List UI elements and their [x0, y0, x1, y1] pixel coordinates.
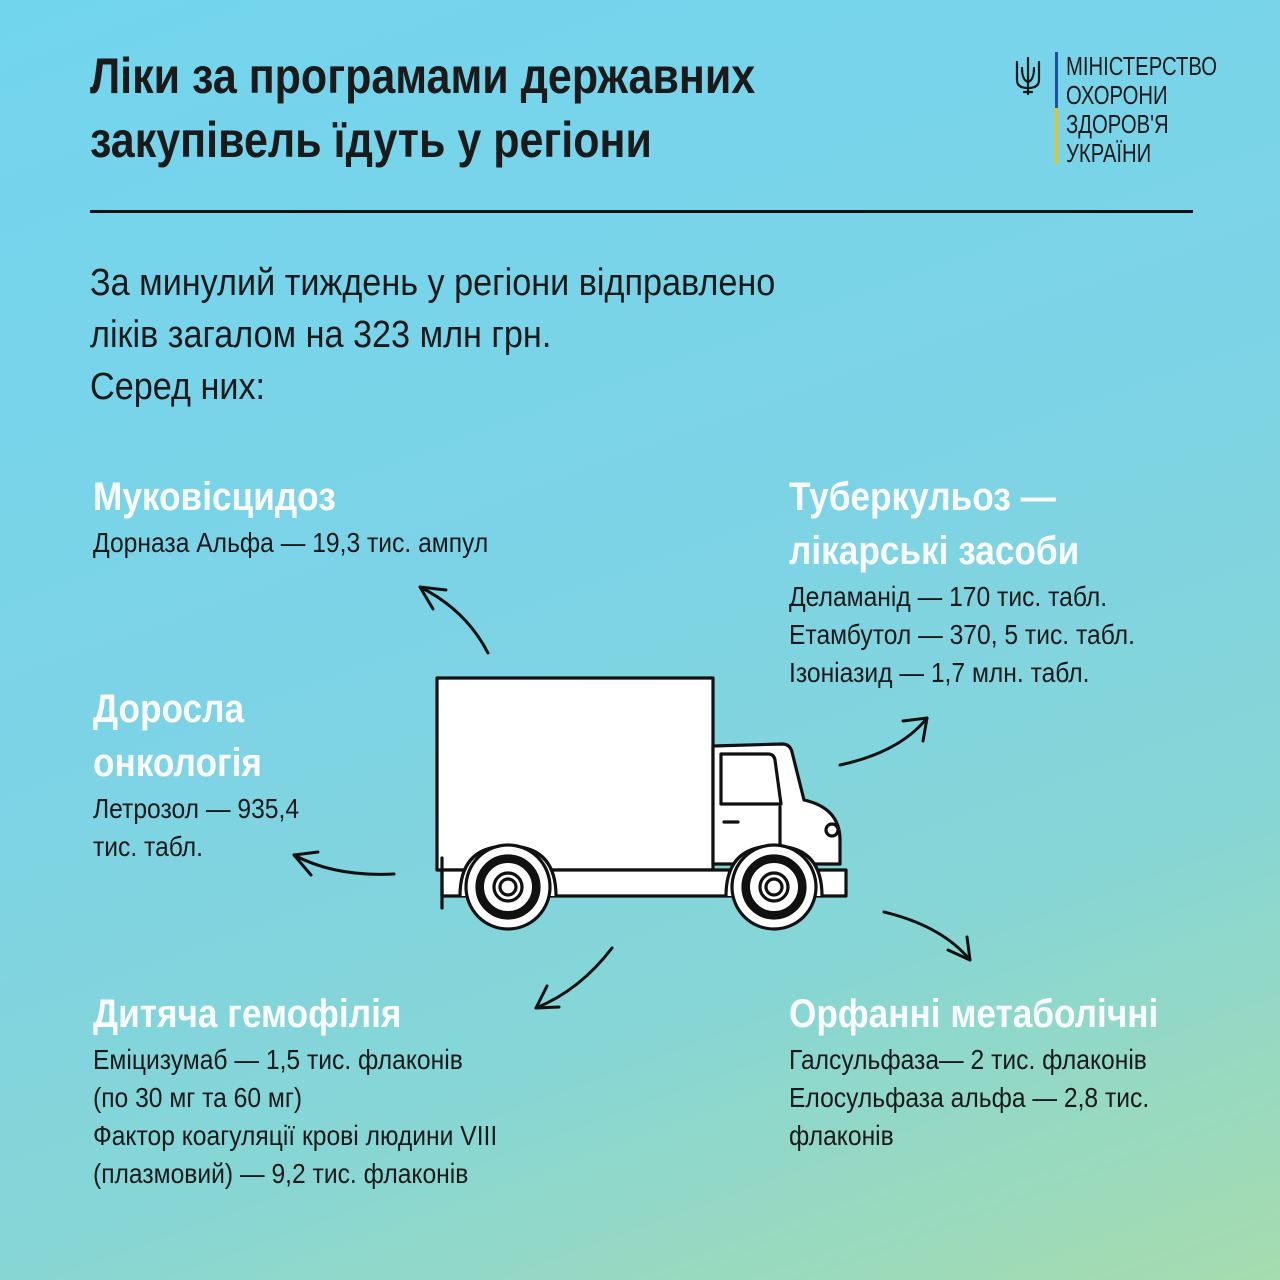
curved-arrow-icon [294, 852, 394, 875]
block-title: Дитяча гемофілія [93, 992, 402, 1036]
intro-line-2: ліків загалом на 323 млн грн. [90, 314, 552, 356]
intro-line-1: За минулий тиждень у регіони відправлено [90, 262, 776, 304]
block-title-line-1: Туберкульоз — [789, 475, 1056, 519]
ministry-line-3: ЗДОРОВ'Я [1066, 109, 1169, 139]
list-item: Дорназа Альфа — 19,3 тис. ампул [93, 527, 489, 558]
title-line-2: закупівель їдуть у регіони [90, 112, 652, 168]
block-title-line-2: лікарські засоби [789, 529, 1080, 573]
ministry-line-1: МІНІСТЕРСТВО [1066, 51, 1217, 81]
list-item: тис. табл. [93, 831, 204, 862]
curved-arrow-icon [840, 718, 927, 765]
list-item: Ізоніазид — 1,7 млн. табл. [789, 657, 1090, 688]
curved-arrow-icon [884, 912, 970, 960]
curved-arrow-icon [420, 587, 488, 653]
list-item: (плазмовий) — 9,2 тис. флаконів [93, 1158, 469, 1189]
title-line-1: Ліки за програмами державних [90, 48, 756, 104]
block-title: Орфанні метаболічні [789, 992, 1159, 1036]
block-title-line-1: Доросла [93, 687, 245, 731]
list-item: Галсульфаза— 2 тис. флаконів [789, 1044, 1147, 1075]
list-item: Етамбутол — 370, 5 тис. табл. [789, 619, 1135, 650]
list-item: Летрозол — 935,4 [93, 793, 300, 824]
curved-arrow-icon [536, 948, 612, 1008]
block-title: Муковісцидоз [93, 475, 336, 519]
delivery-truck-icon [432, 672, 852, 934]
list-item: (по 30 мг та 60 мг) [93, 1082, 303, 1113]
list-item: флаконів [789, 1120, 894, 1151]
list-item: Деламанід — 170 тис. табл. [789, 581, 1108, 612]
intro-line-3: Серед них: [90, 366, 266, 408]
list-item: Еміцизумаб — 1,5 тис. флаконів [93, 1044, 463, 1075]
ministry-line-4: УКРАЇНИ [1066, 138, 1152, 168]
ministry-line-2: ОХОРОНИ [1066, 80, 1168, 110]
list-item: Фактор коагуляції крові людини VIII [93, 1120, 498, 1151]
list-item: Елосульфаза альфа — 2,8 тис. [789, 1082, 1150, 1113]
block-title-line-2: онкологія [93, 741, 262, 785]
